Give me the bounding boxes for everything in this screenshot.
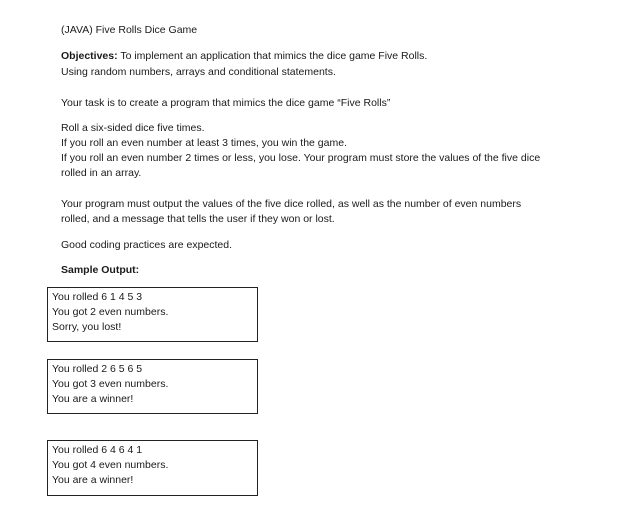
sample-output-box-1 (47, 287, 258, 342)
rule-line-4: rolled in an array. (61, 167, 142, 179)
rule-line-3: If you roll an even number 2 times or less, you lose. Your program must store the values of the five dice (61, 152, 541, 164)
sample-output-label: Sample Output: (61, 264, 140, 276)
sample-1-line-2: You got 2 even numbers. (52, 306, 169, 318)
objectives-text: To implement an application that mimics the dice game Five Rolls. (117, 50, 428, 62)
task-statement: Your task is to create a program that mimics the dice game “Five Rolls” (61, 97, 391, 109)
sample-output-box-2 (47, 359, 258, 414)
objectives-label: Objectives: (61, 50, 118, 62)
sample-2-line-2: You got 3 even numbers. (52, 378, 169, 390)
sample-3-line-1: You rolled 6 4 6 4 1 (52, 444, 143, 456)
rule-line-1: Roll a six-sided dice five times. (61, 122, 205, 134)
sample-3-line-2: You got 4 even numbers. (52, 459, 169, 471)
objectives-line-1 (61, 48, 427, 64)
sample-1-line-3: Sorry, you lost! (52, 321, 122, 333)
sample-3-line-3: You are a winner! (52, 474, 134, 486)
practices-line: Good coding practices are expected. (61, 239, 233, 251)
sample-1-line-1: You rolled 6 1 4 5 3 (52, 291, 143, 303)
sample-2-line-3: You are a winner! (52, 393, 134, 405)
sample-2-line-1: You rolled 2 6 5 6 5 (52, 363, 143, 375)
rule-line-2: If you roll an even number at least 3 times, you win the game. (61, 137, 347, 149)
objectives-line-2: Using random numbers, arrays and conditional statements. (61, 66, 336, 78)
output-req-line-1: Your program must output the values of the five dice rolled, as well as the number of even numbers (61, 198, 522, 210)
document-title: (JAVA) Five Rolls Dice Game (61, 24, 198, 36)
sample-output-box-3 (47, 440, 258, 496)
output-req-line-2: rolled, and a message that tells the user if they won or lost. (61, 213, 335, 225)
